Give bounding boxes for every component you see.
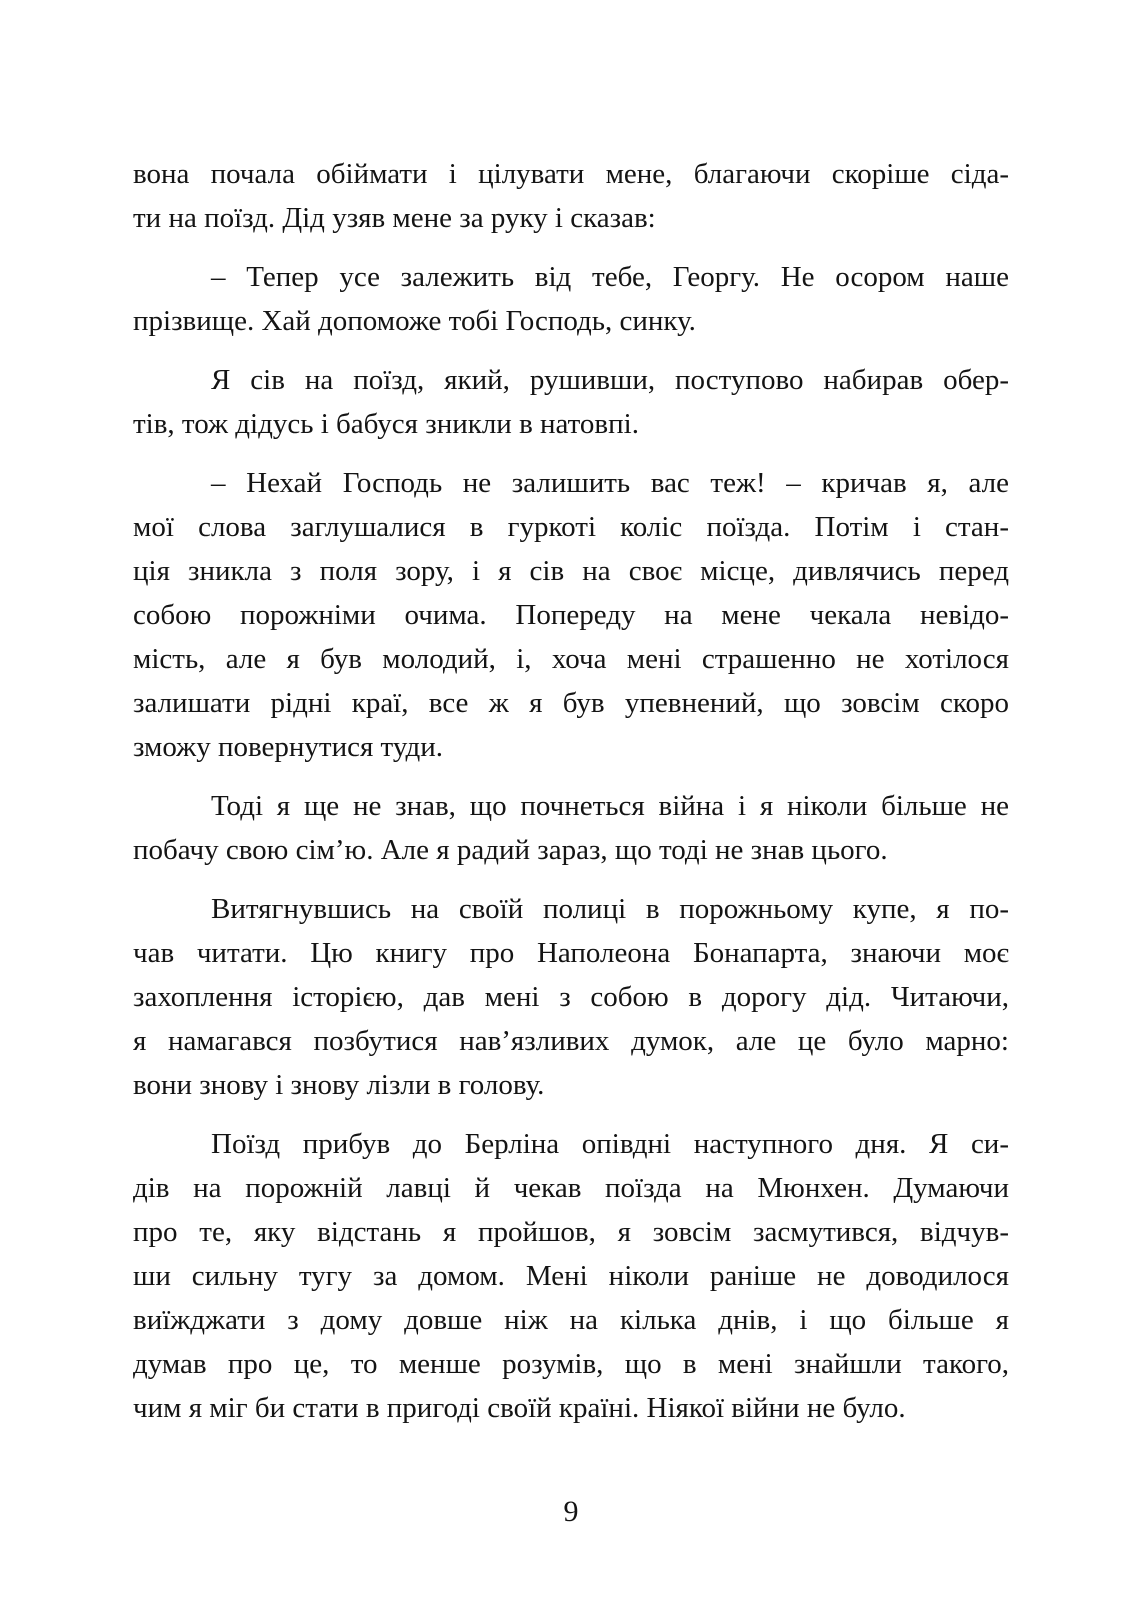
- text-line: собою порожніми очима. Попереду на мене чекала невідо-: [133, 599, 1009, 631]
- text-line: прізвище. Хай допоможе тобі Господь, синку.: [133, 305, 696, 337]
- text-line: зможу повернутися туди.: [133, 731, 444, 763]
- text-line: чав читати. Цю книгу про Наполеона Бонапарта, знаючи моє: [133, 937, 1009, 969]
- text-line: ти на поїзд. Дід узяв мене за руку і сказав:: [133, 202, 656, 234]
- text-line: чим я міг би стати в пригоді своїй країні. Ніякої війни не було.: [133, 1392, 906, 1424]
- paragraph: [133, 152, 1009, 240]
- text-line: захоплення історією, дав мені з собою в дорогу дід. Читаючи,: [133, 981, 1009, 1013]
- paragraph: [133, 461, 1009, 769]
- text-line: Тоді я ще не знав, що почнеться війна і я ніколи більше не: [211, 790, 1009, 822]
- text-line: виїжджати з дому довше ніж на кілька днів, і що більше я: [133, 1304, 1009, 1336]
- text-line: мої слова заглушалися в гуркоті коліс поїзда. Потім і стан-: [133, 511, 1009, 543]
- paragraph: [133, 784, 1009, 872]
- paragraph: [133, 1122, 1009, 1430]
- paragraph: [133, 358, 1009, 446]
- page-number: 9: [563, 1495, 579, 1528]
- text-line: Витягнувшись на своїй полиці в порожньому купе, я по-: [211, 893, 1009, 925]
- text-line: Поїзд прибув до Берліна опівдні наступного дня. Я си-: [211, 1128, 1009, 1160]
- text-line: залишати рідні краї, все ж я був упевнений, що зовсім скоро: [133, 687, 1009, 719]
- text-line: про те, яку відстань я пройшов, я зовсім засмутився, відчув-: [133, 1216, 1009, 1248]
- text-line: я намагався позбутися нав’язливих думок, але це було марно:: [133, 1025, 1009, 1057]
- text-line: мість, але я був молодий, і, хоча мені страшенно не хотілося: [133, 643, 1009, 675]
- text-line: ція зникла з поля зору, і я сів на своє місце, дивлячись перед: [133, 555, 1009, 587]
- text-line: вони знову і знову лізли в голову.: [133, 1069, 545, 1101]
- page-text: [133, 152, 1009, 1445]
- text-line: думав про це, то менше розумів, що в мені знайшли такого,: [133, 1348, 1009, 1380]
- text-line: Я сів на поїзд, який, рушивши, поступово набирав обер-: [211, 364, 1009, 396]
- text-line: – Нехай Господь не залишить вас теж! – кричав я, але: [211, 467, 1009, 499]
- text-line: дів на порожній лавці й чекав поїзда на Мюнхен. Думаючи: [133, 1172, 1009, 1204]
- text-line: побачу свою сім’ю. Але я радий зараз, що тоді не знав цього.: [133, 834, 888, 866]
- paragraph: [133, 255, 1009, 343]
- text-line: – Тепер усе залежить від тебе, Георгу. Не осором наше: [211, 261, 1009, 293]
- text-line: вона почала обіймати і цілувати мене, благаючи скоріше сіда-: [133, 158, 1009, 190]
- text-line: тів, тож дідусь і бабуся зникли в натовпі.: [133, 408, 639, 440]
- text-line: ши сильну тугу за домом. Мені ніколи раніше не доводилося: [133, 1260, 1009, 1292]
- paragraph: [133, 887, 1009, 1107]
